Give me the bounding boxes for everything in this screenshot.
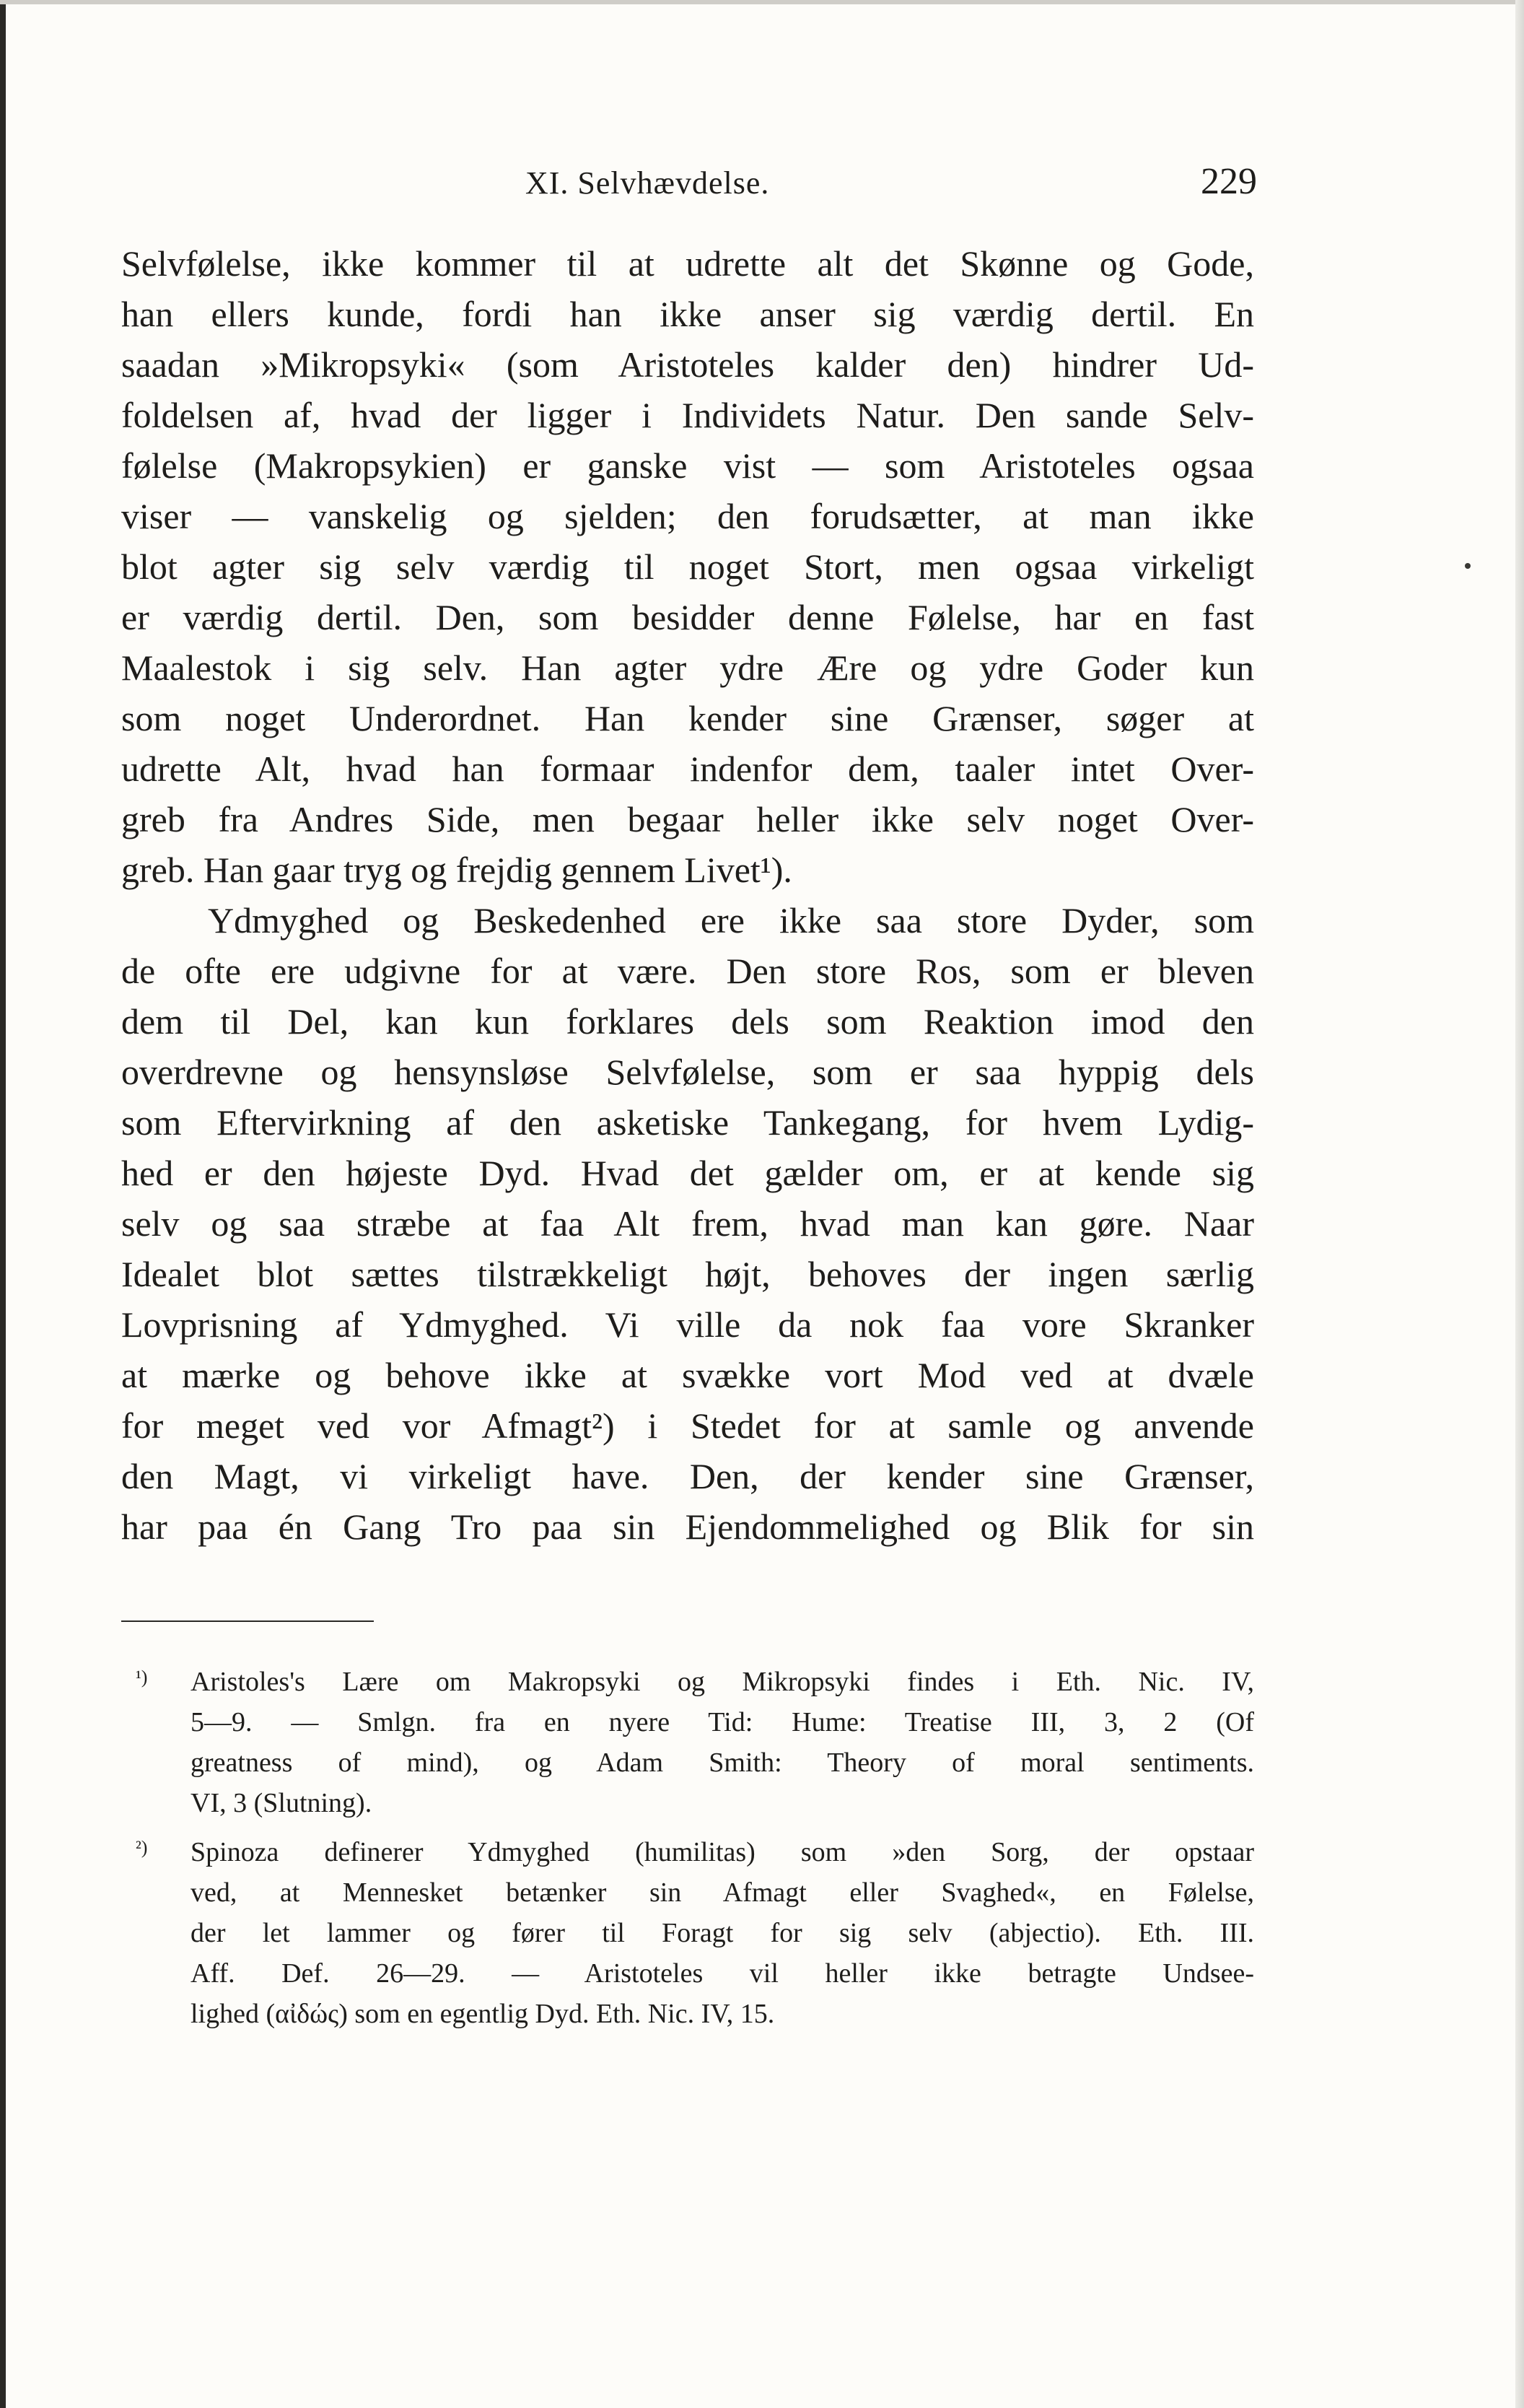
text-line: for meget ved vor Afmagt²) i Stedet for at samle og anvende (121, 1405, 1254, 1446)
chapter-title: XI. Selvhævdelse. (525, 165, 770, 201)
text-line: som Eftervirkning af den asketiske Tankegang, for hvem Lydig- (121, 1102, 1254, 1143)
body-text (121, 238, 1254, 1552)
text-line: har paa én Gang Tro paa sin Ejendommelighed og Blik for sin (121, 1506, 1254, 1547)
text-line: den Magt, vi virkeligt have. Den, der kender sine Grænser, (121, 1456, 1254, 1496)
footnote-text: greatness of mind), og Adam Smith: Theory of moral sentiments. (190, 1748, 1254, 1778)
text-line: dem til Del, kan kun forklares dels som Reaktion imod den (121, 1001, 1254, 1042)
footnotes (121, 1662, 1254, 2034)
text-line: han ellers kunde, fordi han ikke anser sig værdig dertil. En (121, 294, 1254, 334)
text-line: at mærke og behove ikke at svække vort Mod ved at dvæle (121, 1355, 1254, 1395)
scan-right-edge (1515, 0, 1524, 2408)
text-line: overdrevne og hensynsløse Selvfølelse, som er saa hyppig dels (121, 1052, 1254, 1092)
footnote-text: VI, 3 (Slutning). (190, 1788, 372, 1818)
footnote-line (121, 1832, 1254, 1872)
scan-speck (1465, 563, 1471, 569)
text-line: greb. Han gaar tryg og frejdig gennem Livet¹). (121, 850, 792, 890)
text-line: foldelsen af, hvad der ligger i Individets Natur. Den sande Selv- (121, 395, 1254, 435)
running-head (121, 144, 1257, 209)
footnote-text: lighed (αἰδώς) som en egentlig Dyd. Eth. Nic. IV, 15. (190, 1999, 775, 2029)
footnote (121, 1832, 1254, 2034)
footnote-line (121, 1913, 1254, 1953)
text-line: følelse (Makropsykien) er ganske vist — som Aristoteles ogsaa (121, 445, 1254, 486)
footnote-line (121, 1953, 1254, 1994)
footnote-text: der let lammer og fører til Foragt for sig selv (abjectio). Eth. III. (190, 1918, 1254, 1948)
scan-top-edge (0, 0, 1524, 4)
footnote-text: Aff. Def. 26—29. — Aristoteles vil heller ikke betragte Undsee- (190, 1958, 1254, 1989)
text-line: Maalestok i sig selv. Han agter ydre Ære og ydre Goder kun (121, 647, 1254, 688)
text-line: udrette Alt, hvad han formaar indenfor dem, taaler intet Over- (121, 749, 1254, 789)
text-line: saadan »Mikropsyki« (som Aristoteles kalder den) hindrer Ud- (121, 344, 1254, 385)
page-number: 229 (1201, 161, 1257, 202)
book-page (121, 144, 1257, 2043)
footnote-line (121, 1994, 1254, 2034)
footnote-divider (121, 1620, 374, 1622)
text-line: Ydmyghed og Beskedenhed ere ikke saa store Dyder, som (208, 900, 1254, 941)
text-line: hed er den højeste Dyd. Hvad det gælder om, er at kende sig (121, 1153, 1254, 1193)
footnote-line (121, 1742, 1254, 1783)
text-line: Lovprisning af Ydmyghed. Vi ville da nok faa vore Skranker (121, 1304, 1254, 1345)
text-line: selv og saa stræbe at faa Alt frem, hvad man kan gøre. Naar (121, 1203, 1254, 1244)
text-line: greb fra Andres Side, men begaar heller ikke selv noget Over- (121, 799, 1254, 839)
footnote-marker: ¹) (136, 1667, 148, 1688)
footnote-marker: ²) (136, 1837, 148, 1858)
footnote-text: Spinoza definerer Ydmyghed (humilitas) som »den Sorg, der opstaar (190, 1837, 1254, 1867)
footnote-line (121, 1702, 1254, 1742)
text-line: er værdig dertil. Den, som besidder denne Følelse, har en fast (121, 597, 1254, 637)
footnote-line (121, 1662, 1254, 1702)
footnote-text: 5—9. — Smlgn. fra en nyere Tid: Hume: Treatise III, 3, 2 (Of (190, 1707, 1254, 1737)
footnote (121, 1662, 1254, 1823)
text-line: som noget Underordnet. Han kender sine Grænser, søger at (121, 698, 1254, 738)
text-line: Selvfølelse, ikke kommer til at udrette alt det Skønne og Gode, (121, 243, 1254, 284)
footnote-line (121, 1783, 1254, 1823)
footnote-text: Aristoles's Lære om Makropsyki og Mikropsyki findes i Eth. Nic. IV, (190, 1667, 1254, 1697)
text-line: blot agter sig selv værdig til noget Stort, men ogsaa virkeligt (121, 546, 1254, 587)
text-line: Idealet blot sættes tilstrækkeligt højt, behoves der ingen særlig (121, 1254, 1254, 1294)
text-line: de ofte ere udgivne for at være. Den store Ros, som er bleven (121, 951, 1254, 991)
footnote-line (121, 1872, 1254, 1913)
scan-left-edge (0, 0, 6, 2408)
footnote-text: ved, at Mennesket betænker sin Afmagt eller Svaghed«, en Følelse, (190, 1877, 1254, 1908)
text-line: viser — vanskelig og sjelden; den forudsætter, at man ikke (121, 496, 1254, 536)
